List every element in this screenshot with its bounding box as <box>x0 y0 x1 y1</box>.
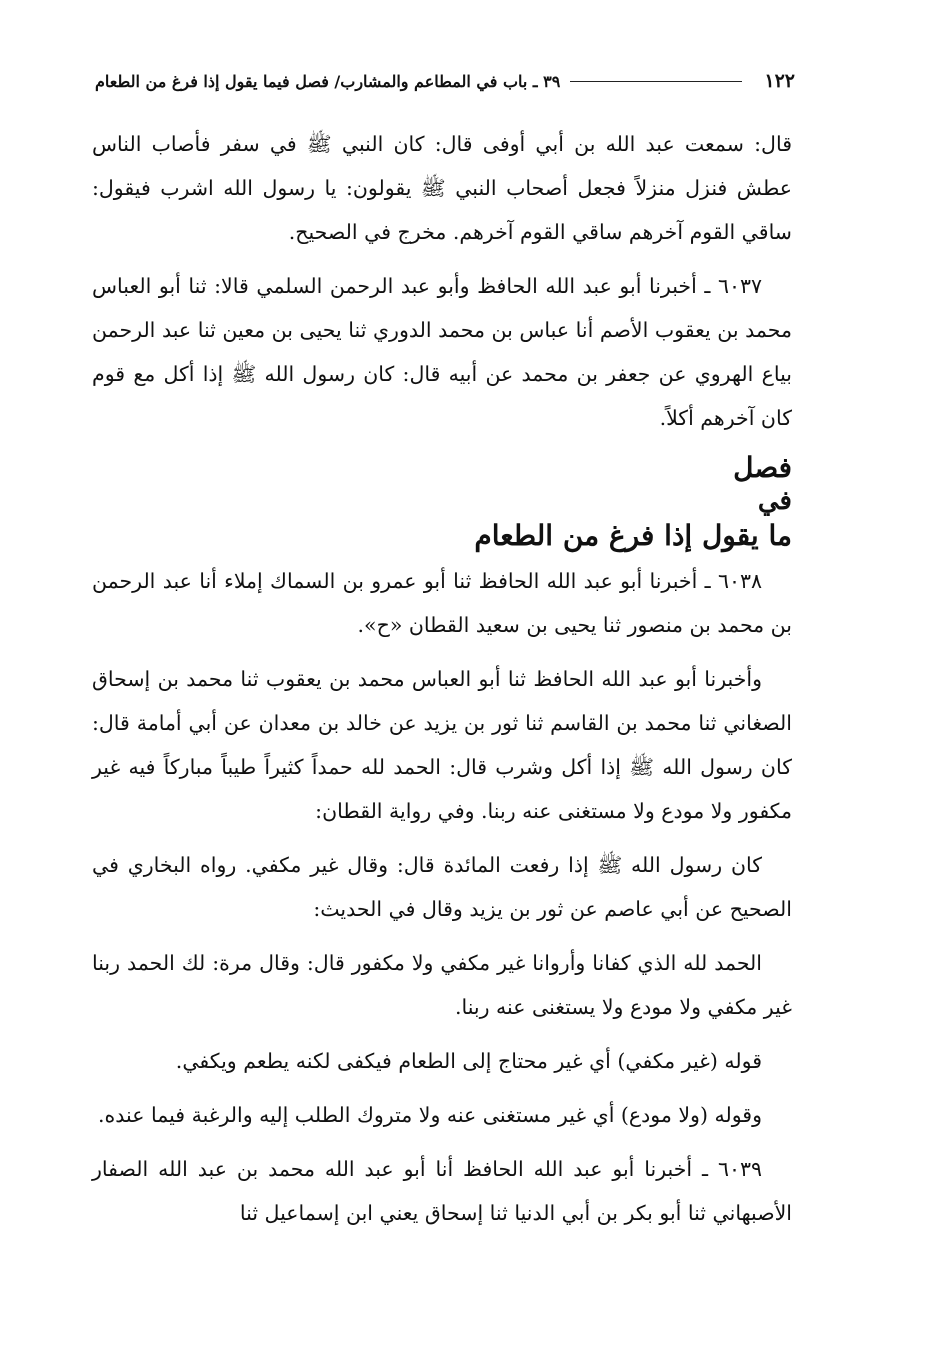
hadith-6038: ٦٠٣٨ ـ أخبرنا أبو عبد الله الحافظ ثنا أبو عمرو بن السماك إملاء أنا عبد الرحمن بن محمد بن منصور ثنا يحيى بن سعيد القطان «ح». <box>92 568 792 637</box>
paragraph-1: قال: سمعت عبد الله بن أبي أوفى قال: كان النبي ﷺ في سفر فأصاب الناس عطش فنزل منزلاً فجعل أصحاب النبي ﷺ يقولون: يا رسول الله اشرب فيقول: ساقي القوم آخرهم ساقي القوم آخرهم. مخرج في الصحيح. <box>92 132 792 244</box>
paragraph-chain: وأخبرنا أبو عبد الله الحافظ ثنا أبو العباس محمد بن يعقوب ثنا محمد بن إسحاق الصغاني ثنا محمد بن القاسم ثنا ثور بن يزيد عن خالد بن معدان عن أبي أمامة قال: كان رسول الله ﷺ إذا أكل وشرب قال: الحمد لله حمداً كثيراً طيباً مباركاً فيه غير مكفور ولا مودع ولا مستغنى عنه ربنا. وفي رواية القطان: <box>92 666 792 823</box>
section-heading <box>92 450 792 553</box>
paragraph-hamd: الحمد لله الذي كفانا وأروانا غير مكفي ولا مكفور قال: وقال مرة: لك الحمد ربنا غير مكفي ولا مودع ولا يستغنى عنه ربنا. <box>92 950 792 1019</box>
paragraph-explanation-2: وقوله (ولا مودع) أي غير مستغنى عنه ولا متروك الطلب إليه والرغبة فيما عنده. <box>98 1102 762 1127</box>
running-header <box>95 66 795 96</box>
paragraph-qattan: كان رسول الله ﷺ إذا رفعت المائدة قال: وقال غير مكفي. رواه البخاري في الصحيح عن أبي عاصم عن ثور بن يزيد وقال في الحديث: <box>92 852 792 921</box>
hadith-6039: ٦٠٣٩ ـ أخبرنا أبو عبد الله الحافظ أنا أبو عبد الله محمد بن عبد الله الصفار الأصبهاني ثنا أبو بكر بن أبي الدنيا ثنا إسحاق يعني ابن إسماعيل ثنا <box>92 1156 792 1225</box>
section-heading-line-3: ما يقول إذا فرغ من الطعام <box>474 518 792 552</box>
hadith-6037: ٦٠٣٧ ـ أخبرنا أبو عبد الله الحافظ وأبو عبد الرحمن السلمي قالا: ثنا أبو العباس محمد بن يعقوب الأصم أنا عباس بن محمد الدوري ثنا يحيى بن معين ثنا عبد الرحمن بياع الهروي عن جعفر بن محمد عن أبيه قال: كان رسول الله ﷺ إذا أكل مع قوم كان آخرهم أكلاً. <box>92 274 792 430</box>
page-number: ١٢٢ <box>764 70 795 92</box>
paragraph-explanation-1: قوله (غير مكفي) أي غير محتاج إلى الطعام فيكفى لكنه يطعم ويكفي. <box>175 1048 762 1073</box>
header-rule <box>570 81 742 82</box>
running-title: ٣٩ ـ باب في المطاعم والمشارب/ فصل فيما يقول إذا فرغ من الطعام <box>95 71 561 91</box>
page-body <box>92 122 792 1245</box>
section-heading-line-1: فصل <box>733 451 792 484</box>
section-heading-line-2: في <box>757 486 792 516</box>
